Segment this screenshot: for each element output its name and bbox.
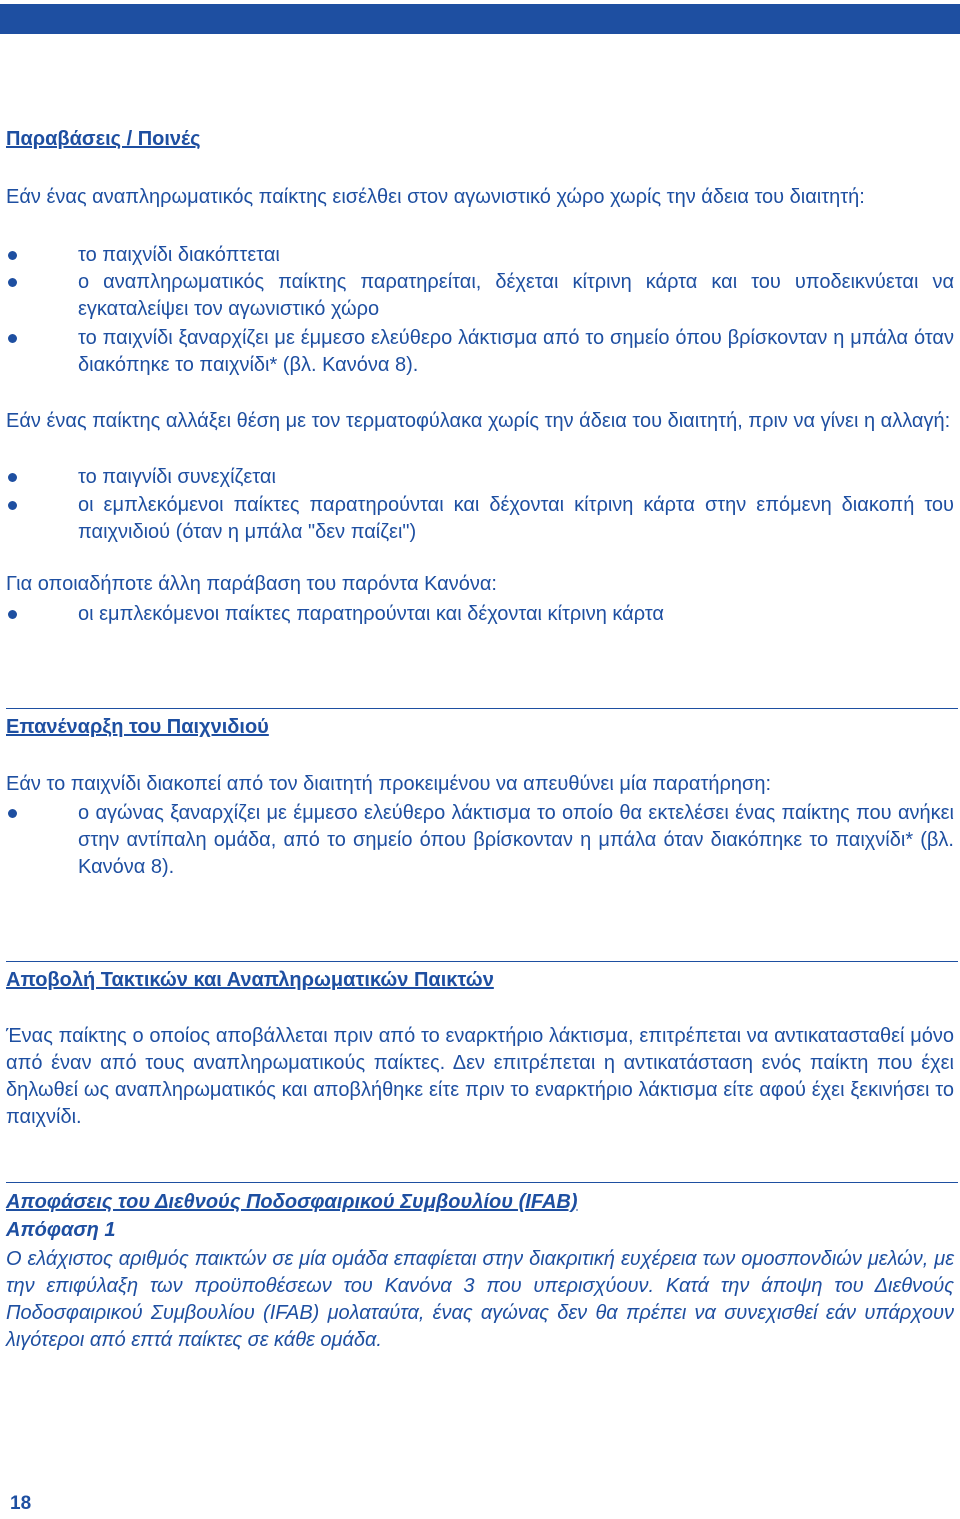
bullet-icon <box>8 809 17 818</box>
section-divider <box>6 708 958 709</box>
section-title-sending-off: Αποβολή Τακτικών και Αναπληρωματικών Παικτών <box>6 969 494 991</box>
page-number: 18 <box>10 1493 32 1514</box>
bullet-icon <box>8 278 17 287</box>
bullet-icon <box>8 473 17 482</box>
section-title-ifab-decisions: Αποφάσεις του Διεθνούς Ποδοσφαιρικού Συμβουλίου (IFAB) <box>6 1191 578 1213</box>
decision-title: Απόφαση 1 <box>6 1219 116 1241</box>
header-bar <box>0 4 960 34</box>
paragraph: Εάν ένας αναπληρωματικός παίκτης εισέλθει στον αγωνιστικό χώρο χωρίς την άδεια του διαιτητή: <box>6 186 865 208</box>
paragraph: Ο ελάχιστος αριθμός παικτών σε μία ομάδα επαφίεται στην διακριτική ευχέρεια των ομοσπονδιών μελών, με την επιφύλαξη των προϋποθέσεων του Κανόνα 3 που υπερισχύουν. Κατά την άποψη του Διεθνούς Ποδοσφαιρικού Συμβουλίου (IFAB) μολαταύτα, ένας αγώνας δεν θα πρέπει να συνεχισθεί εάν υπάρχουν λιγότεροι από επτά παίκτες σε κάθε ομάδα. <box>6 1248 954 1351</box>
paragraph: Ένας παίκτης ο οποίος αποβάλλεται πριν από το εναρκτήριο λάκτισμα, επιτρέπεται να αντικατασταθεί μόνο από έναν από τους αναπληρωματικούς παίκτες. Δεν επιτρέπεται η αντικατάσταση ενός παίκτη που έχει δηλωθεί ως αναπληρωματικός και αποβλήθηκε είτε πριν το εναρκτήριο λάκτισμα είτε αφού έχει ξεκινήσει το παιχνίδι. <box>6 1025 954 1128</box>
section-divider <box>6 1182 958 1183</box>
paragraph: Εάν ένας παίκτης αλλάξει θέση με τον τερματοφύλακα χωρίς την άδεια του διαιτητή, πριν να γίνει η αλλαγή: <box>6 410 951 432</box>
paragraph: Εάν το παιχνίδι διακοπεί από τον διαιτητή προκειμένου να απευθύνει μία παρατήρηση: <box>6 773 771 795</box>
bullet-icon <box>8 501 17 510</box>
section-title-restart: Επανέναρξη του Παιχνιδιού <box>6 716 269 738</box>
section-title-infringements: Παραβάσεις / Ποινές <box>6 128 201 150</box>
bullet-icon <box>8 610 17 619</box>
bullet-icon <box>8 334 17 343</box>
bullet-icon <box>8 251 17 260</box>
section-divider <box>6 961 958 962</box>
paragraph: Για οποιαδήποτε άλλη παράβαση του παρόντα Κανόνα: <box>6 573 497 595</box>
